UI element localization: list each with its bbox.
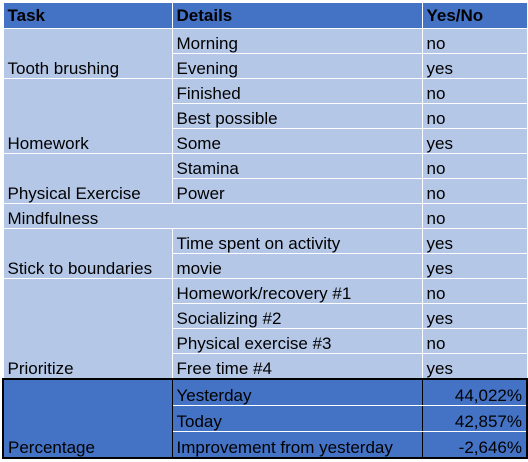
yesno-cell[interactable]: no [422,79,527,104]
detail-cell[interactable]: Finished [172,79,422,104]
detail-cell[interactable]: Stamina [172,154,422,179]
percentage-value-cell[interactable]: -2,646% [422,432,527,459]
yesno-cell[interactable]: yes [422,229,527,254]
task-cell-tooth-brushing[interactable]: Tooth brushing [3,29,172,79]
task-table [2,2,528,459]
yesno-cell[interactable]: no [422,104,527,129]
yesno-cell[interactable]: no [422,279,527,304]
table-row [3,29,527,54]
detail-cell[interactable]: Power [172,179,422,204]
detail-cell[interactable]: Evening [172,54,422,79]
detail-cell[interactable]: Morning [172,29,422,54]
header-yesno[interactable]: Yes/No [422,3,527,29]
header-task[interactable]: Task [3,3,172,29]
table-row [3,204,527,229]
yesno-cell[interactable]: no [422,329,527,354]
task-cell-percentage[interactable]: Percentage [3,379,172,458]
task-cell-homework[interactable]: Homework [3,79,172,154]
yesno-cell[interactable]: no [422,154,527,179]
table-row [3,229,527,254]
percentage-row [3,379,527,406]
yesno-cell[interactable]: yes [422,254,527,279]
percentage-value-cell[interactable]: 44,022% [422,379,527,406]
header-row [3,3,527,29]
percentage-detail-cell[interactable]: Today [172,406,422,432]
yesno-cell[interactable]: yes [422,354,527,380]
detail-cell[interactable]: movie [172,254,422,279]
table-row [3,79,527,104]
task-cell-mindfulness[interactable]: Mindfulness [3,204,422,229]
task-cell-physical-exercise[interactable]: Physical Exercise [3,154,172,204]
percentage-detail-cell[interactable]: Improvement from yesterday [172,432,422,459]
detail-cell[interactable]: Physical exercise #3 [172,329,422,354]
task-cell-prioritize[interactable]: Prioritize [3,279,172,380]
detail-cell[interactable]: Best possible [172,104,422,129]
header-details[interactable]: Details [172,3,422,29]
percentage-detail-cell[interactable]: Yesterday [172,379,422,406]
detail-cell[interactable]: Homework/recovery #1 [172,279,422,304]
yesno-cell[interactable]: yes [422,129,527,154]
yesno-cell[interactable]: no [422,204,527,229]
yesno-cell[interactable]: no [422,179,527,204]
table-row [3,279,527,304]
task-cell-stick-to-boundaries[interactable]: Stick to boundaries [3,229,172,279]
detail-cell[interactable]: Time spent on activity [172,229,422,254]
detail-cell[interactable]: Some [172,129,422,154]
detail-cell[interactable]: Free time #4 [172,354,422,380]
yesno-cell[interactable]: no [422,29,527,54]
table-row [3,154,527,179]
percentage-value-cell[interactable]: 42,857% [422,406,527,432]
yesno-cell[interactable]: yes [422,54,527,79]
detail-cell[interactable]: Socializing #2 [172,304,422,329]
yesno-cell[interactable]: yes [422,304,527,329]
